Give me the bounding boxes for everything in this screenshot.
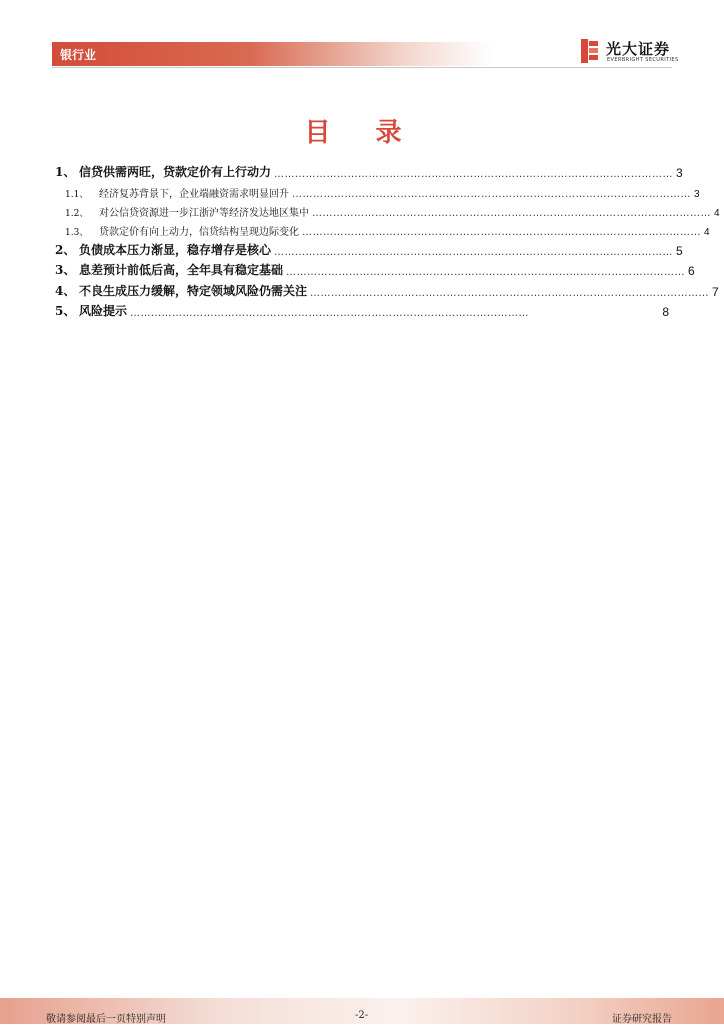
toc-leader-dots: …………………………………………………………………………………………………… <box>292 188 691 200</box>
toc-entry-number: 3、 <box>55 263 76 277</box>
header-section-bar <box>52 42 492 66</box>
toc-entry-text: 息差预计前低后高，全年具有稳定基础 <box>79 263 284 277</box>
brand-name-en: EVERBRIGHT SECURITIES <box>607 57 679 63</box>
toc-leader-dots: …………………………………………………………………………………………………… <box>286 267 686 278</box>
toc-entry-number: 1.2、 <box>65 208 89 219</box>
toc-entry-page: 7 <box>712 284 719 299</box>
toc-title: 目 录 <box>304 118 420 148</box>
toc-entry-4[interactable] <box>55 279 719 299</box>
toc-entry-number: 2、 <box>55 242 76 257</box>
toc-entry-text: 信贷供需两旺，贷款定价有上行动力 <box>79 165 272 179</box>
toc-entry-5[interactable] <box>55 299 669 319</box>
header-section-label: 银行业 <box>60 48 97 62</box>
toc-leader-dots: …………………………………………………………………………………………………… <box>302 226 701 238</box>
toc-entry-1-3[interactable] <box>55 219 710 238</box>
toc-entry-page: 8 <box>662 305 669 319</box>
toc-entry-number: 1.1、 <box>65 189 89 200</box>
toc-entry-page: 4 <box>714 207 720 219</box>
toc-entry-page: 3 <box>676 166 683 180</box>
toc-entry-text: 风险提示 <box>79 304 128 318</box>
toc-entry-number: 5、 <box>55 304 76 318</box>
toc-entry-text: 贷款定价有向上动力，信贷结构呈现边际变化 <box>99 226 299 238</box>
toc-entry-page: 6 <box>688 264 695 278</box>
toc-leader-dots: …………………………………………………………………………………………………… <box>130 308 530 319</box>
toc-leader-dots: …………………………………………………………………………………………………… <box>274 169 674 180</box>
toc-entry-number: 1、 <box>55 165 76 179</box>
toc-entry-text: 不良生成压力缓解，特定领域风险仍需关注 <box>79 283 308 298</box>
toc-entry-text: 对公信贷资源进一步江浙沪等经济发达地区集中 <box>99 207 309 219</box>
brand-name-cn: 光大证券 <box>606 40 671 58</box>
table-of-contents <box>55 160 720 320</box>
toc-entry-number: 4、 <box>55 283 76 298</box>
toc-entry-page: 3 <box>694 188 700 200</box>
toc-entry-1[interactable] <box>55 160 683 180</box>
toc-leader-dots: …………………………………………………………………………………………………… <box>312 207 711 219</box>
footer-page-number: -2- <box>355 1010 369 1021</box>
toc-entry-3[interactable] <box>55 258 695 278</box>
toc-entry-page: 5 <box>676 243 683 258</box>
toc-entry-page: 4 <box>704 226 710 238</box>
toc-entry-2[interactable] <box>55 238 683 258</box>
toc-entry-text: 经济复苏背景下，企业端融资需求明显回升 <box>99 188 289 200</box>
toc-entry-1-2[interactable] <box>55 200 720 219</box>
brand-logo <box>580 38 680 66</box>
toc-entry-text: 负债成本压力渐显，稳存增存是核心 <box>79 242 272 257</box>
footer-report-type: 证券研究报告 <box>612 1014 672 1025</box>
brand-logo-icon <box>580 38 600 64</box>
footer-disclaimer: 敬请参阅最后一页特别声明 <box>46 1014 166 1025</box>
header-divider <box>52 67 672 68</box>
toc-leader-dots: …………………………………………………………………………………………………… <box>310 287 710 299</box>
toc-leader-dots: …………………………………………………………………………………………………… <box>274 246 674 258</box>
toc-entry-1-1[interactable] <box>55 181 700 200</box>
toc-entry-number: 1.3、 <box>65 227 89 238</box>
